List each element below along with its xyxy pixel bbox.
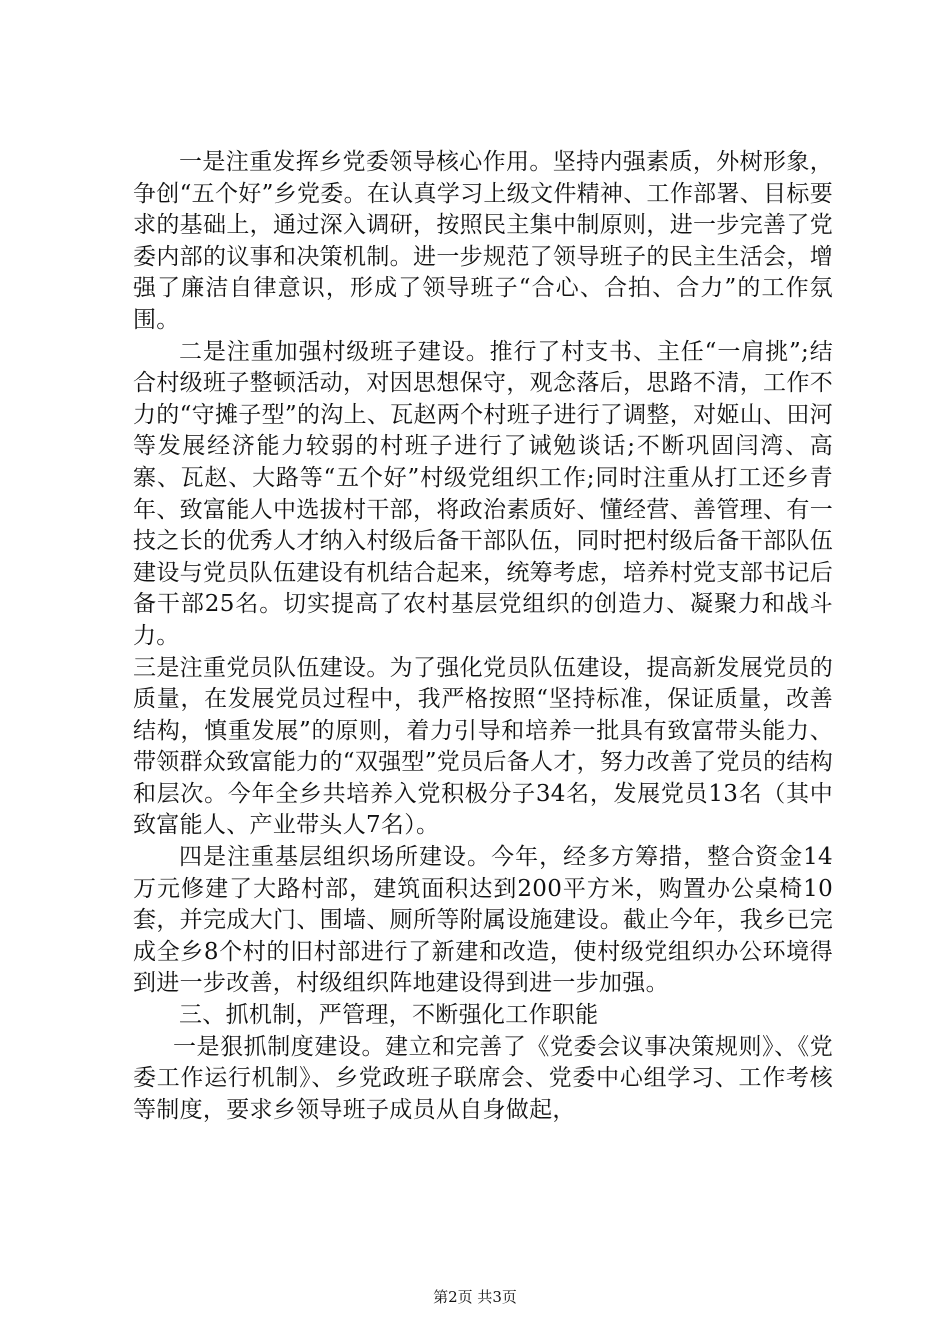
paragraph-village-team-building: 二是注重加强村级班子建设。推行了村支书、主任“一肩挑”;结合村级班子整顿活动，对因思想保守，观念落后，思路不清，工作不力的“守摊子型”的沟上、瓦赵两个村班子进行了调整，对姬山、田河等发展经济能力较弱的村班子进行了诫勉谈话;不断巩固闫湾、高寨、瓦赵、大路等“五个好”村级党组织工作;同时注重从打工还乡青年、致富能人中选拔村干部，将政治素质好、懂经营、善管理、有一技之长的优秀人才纳入村级后备干部队伍，同时把村级后备干部队伍建设与党员队伍建设有机结合起来，统筹考虑，培养村党支部书记后备干部25名。切实提高了农村基层党组织的创造力、凝聚力和战斗力。: [133, 338, 833, 649]
section-heading-mechanism: 三、抓机制，严管理，不断强化工作职能: [179, 1002, 599, 1029]
paragraph-system-building: 一是狠抓制度建设。建立和完善了《党委会议事决策规则》、《党委工作运行机制》、乡党政班子联席会、党委中心组学习、工作考核等制度，要求乡领导班子成员从自身做起，: [133, 1033, 833, 1123]
paragraph-party-committee-core: 一是注重发挥乡党委领导核心作用。坚持内强素质，外树形象，争创“五个好”乡党委。在认真学习上级文件精神、工作部署、目标要求的基础上，通过深入调研，按照民主集中制原则，进一步完善了党委内部的议事和决策机制。进一步规范了领导班子的民主生活会，增强了廉洁自律意识，形成了领导班子“合心、合拍、合力”的工作氛围。: [133, 149, 833, 333]
paragraph-party-member-team: 三是注重党员队伍建设。为了强化党员队伍建设，提高新发展党员的质量，在发展党员过程中，我严格按照“坚持标准，保证质量，改善结构，慎重发展”的原则，着力引导和培养一批具有致富带头能力、带领群众致富能力的“双强型”党员后备人才，努力改善了党员的结构和层次。今年全乡共培养入党积极分子34名，发展党员13名（其中致富能人、产业带头人7名）。: [133, 654, 833, 839]
paragraph-grassroots-venue: 四是注重基层组织场所建设。今年，经多方筹措，整合资金14万元修建了大路村部，建筑面积达到200平方米，购置办公桌椅10套，并完成大门、围墙、厕所等附属设施建设。截止今年，我乡已完成全乡8个村的旧村部进行了新建和改造，使村级党组织办公环境得到进一步改善，村级组织阵地建设得到进一步加强。: [133, 844, 833, 997]
page-footer: 第2页 共3页: [433, 1288, 517, 1306]
document-body: [133, 147, 833, 1126]
